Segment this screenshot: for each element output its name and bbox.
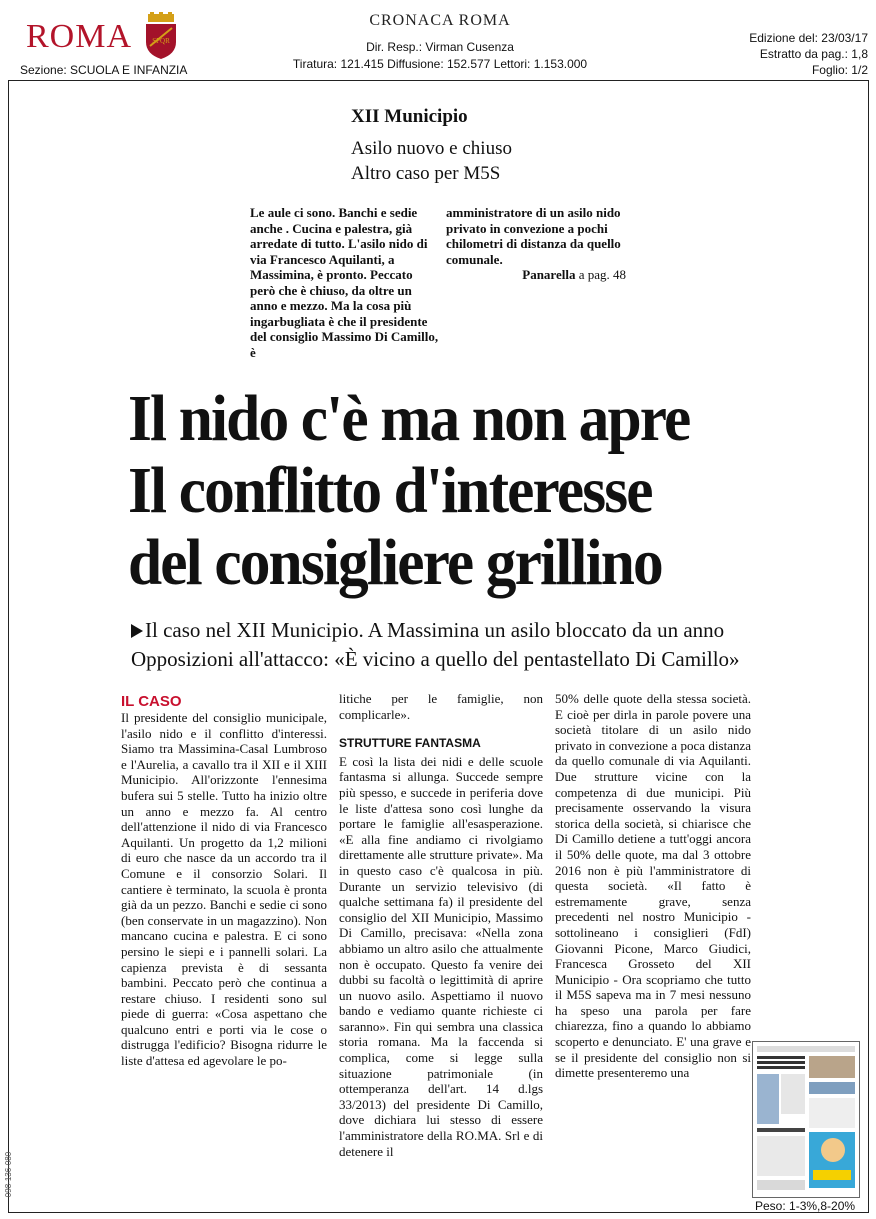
side-code: 098-136-080 — [4, 1151, 14, 1198]
column-text: E così la lista dei nidi e delle scuole fantasma si allunga. Succede sempre più spesso, e succede in periferia dove le liste d'attesa sono così lunghe da portare le famiglie all'esasperazione. «E alla fine andiamo ci rivolgiamo direttamente alle strutture private». Ma in questo caso c'è qualcosa in più. Durante un servizio televisivo (di qualche settimana fa) il presidente del consiglio del XII Municipio, Massimo Di Camillo, precisava: «Nella zona abbiamo un altro asilo che attualmente non è occupato. Questo fa venire dei dubbi su facoltà o legittimità di aprire un nuovo asilo. Aspettiamo il nuovo bando e vediamo quante richieste ci saranno». Fin qui sembra una classica storia romana. Ma la faccenda si complica, come si legge sulla situazione patrimoniale (in ottemperanza dell'art. 14 d.lgs 33/2013) del presidente Di Camillo, dove dichiara lui stesso di essere l'amministratore della RO.MA. Srl e di detenere il — [339, 753, 543, 1159]
svg-text:SPQR: SPQR — [152, 37, 170, 45]
main-headline — [128, 383, 689, 599]
sheet-number: Foglio: 1/2 — [811, 63, 868, 77]
edition-date: Edizione del: 23/03/17 — [749, 31, 868, 45]
headline-line: Il conflitto d'interesse — [128, 454, 652, 527]
column-text: litiche per le famiglie, non complicarle». — [339, 691, 543, 722]
director-line: Dir. Resp.: Virman Cusenza — [366, 40, 514, 54]
article-column-3: 50% delle quote della stessa società. E cioè per dirla in parole povere una società titolare di un asilo nido privato in convezione a poca distanza da quello comunale di via Aquilanti. Due strutture vicine con la competenza di due municipi. Più precisamente osservando la visura storica della società, si chiarisce che Di Camillo detiene a tutt'oggi ancora il 50% delle quote, ma dal 3 ottobre 2016 non è più l'amministratore di questa società. «Il fatto è estremamente grave, senza precedenti nel nostro Municipio - sottolineano i consiglieri (FdI) Giovanni Picone, Marco Giudici, Francesca Grosseto del XII Municipio - Ora scopriamo che tutto il M5S sapeva ma in 7 mesi nessuno ha speso una parola per fare chiarezza, fino a quando lo abbiamo scoperto e denunciato. E' una grave e se il presidente del consiglio non si dimette presenteremo una — [555, 691, 751, 1081]
teaser-subtitle-line: Altro caso per M5S — [351, 163, 501, 184]
article-column-2 — [339, 691, 543, 1159]
teaser-kicker: XII Municipio — [351, 106, 468, 127]
extract-pages: Estratto da pag.: 1,8 — [759, 47, 868, 61]
section-label: Sezione: SCUOLA E INFANZIA — [20, 63, 188, 77]
headline-line: Il nido c'è ma non apre — [128, 382, 690, 455]
section-kicker: IL CASO — [121, 693, 182, 710]
header-center — [270, 12, 610, 71]
teaser-summary-text: amministratore di un asilo nido privato in convezione a pochi chilometri di distanza da quello comunale. — [446, 205, 621, 267]
circulation-line: Tiratura: 121.415 Diffusione: 152.577 Lettori: 1.153.000 — [292, 57, 588, 71]
teaser-subtitle — [351, 136, 512, 186]
article-column-1 — [121, 693, 327, 1069]
header-meta — [749, 30, 868, 78]
teaser-subtitle-line: Asilo nuovo e chiuso — [351, 138, 512, 159]
roma-crest-icon — [140, 12, 182, 60]
triangle-bullet-icon — [131, 624, 143, 638]
ref-author: Panarella — [522, 267, 576, 282]
deck-line: Opposizioni all'attacco: «È vicino a quello del pentastellato Di Camillo» — [131, 647, 740, 671]
deck-line: Il caso nel XII Municipio. A Massimina un asilo bloccato da un anno — [145, 618, 725, 642]
weight-label: Peso: 1-3%,8-20% — [755, 1199, 856, 1213]
column-text: Il presidente del consiglio municipale, l'asilo nido e il conflitto d'interessi. Siamo tra Massimina-Casal Lumbroso e l'Aurelia, a cavallo tra il XII e il XIII Municipio. All'orizzonte l'ennesima bufera sui 5 stelle. Tutto ha inizio oltre un anno e mezzo fa. Al centro dell'attenzione il nido di via Francesco Aquilanti. Un progetto da 1,2 milioni di euro che nasce da un accordo tra il Comune e il consorzio Solari. Il cantiere è terminato, la scuola è pronta già da un pezzo. Banchi e sedie ci sono (ben conservate in un magazzino). Non mancano cucina e palestra. E ci sono persino le siepi e i pannelli solari. La capienza prevista è di sessanta bambini. Peccato però che continua a restare chiuso. I residenti sono sul piede di guerra: «Cosa aspettano che qualcuno entri e porti via le cose o distrugga l'edificio? Bisogna ridurre le liste d'attesa ed agevolare le po- — [121, 710, 327, 1069]
ref-page: a pag. 48 — [575, 267, 626, 282]
subheading: STRUTTURE FANTASMA — [339, 736, 481, 751]
publication-logo: ROMA — [26, 18, 133, 55]
source-logo: CRONACA ROMA — [369, 12, 511, 29]
teaser-summary-col2 — [446, 205, 630, 283]
headline-deck — [131, 616, 740, 674]
page-reference — [446, 267, 630, 283]
page-thumbnail-icon — [752, 1041, 860, 1198]
teaser-summary-col1: Le aule ci sono. Banchi e sedie anche . Cucina e palestra, già arredate di tutto. L'asilo nido di via Francesco Aquilanti, a Massimina, è pronto. Peccato però che è chiuso, da oltre un anno e mezzo. Ma la cosa più ingarbugliata è che il presidente del consiglio Massimo Di Camillo, è — [250, 205, 439, 360]
headline-line: del consigliere grillino — [128, 526, 662, 599]
